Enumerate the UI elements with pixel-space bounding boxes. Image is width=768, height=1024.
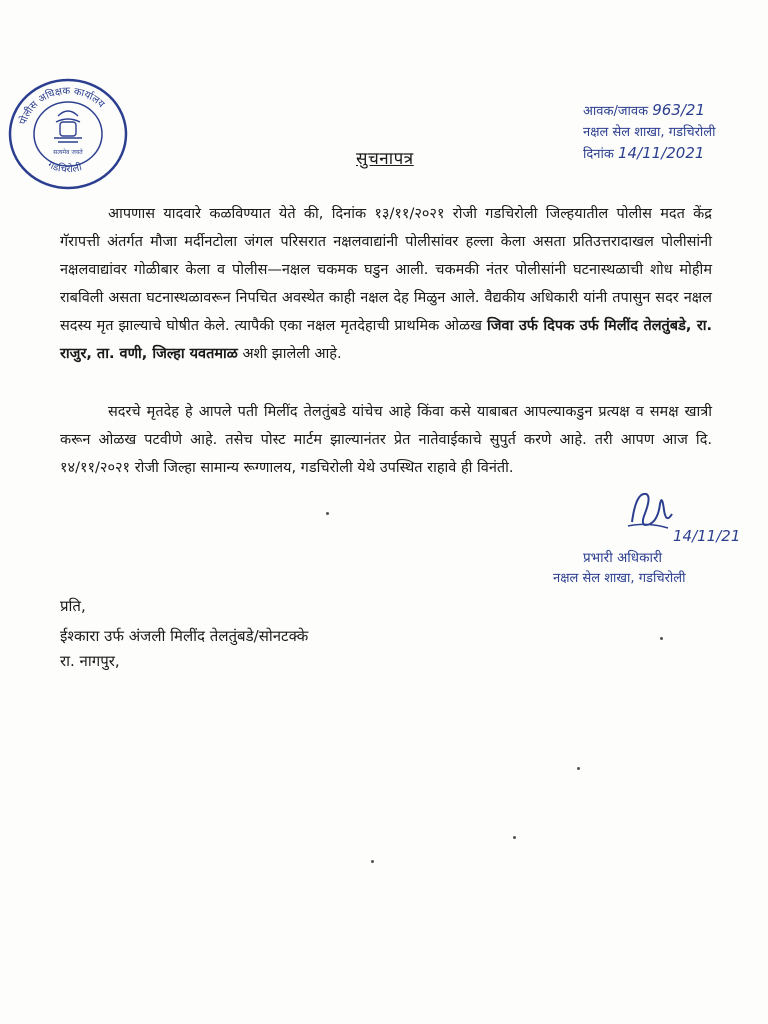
recipient-name: ईश्कारा उर्फ अंजली मिलींद तेलतुंबडे/सोनटक्के [60,627,309,645]
seal-inner-text: सत्यमेव जयते [53,149,83,156]
emblem-icon [54,111,82,142]
recipient-address: रा. नागपुर, [60,652,120,670]
paragraph1-text: आपणास यादवारे कळविण्यात येते की, दिनांक १३/११/२०२१ रोजी गडचिरोली जिल्हयातील पोलीस मदत केंद्र गॅरापत्ती अंतर्गत मौजा मर्दीनटोला जंगल परिसरात नक्षलवाद्यांनी पोलीसांवर हल्ला केला असता प्रतिउत्तरादाखल पोलीसांनी नक्षलवाद्यांवर गोळीबार केला व पोलीस—नक्षल चकमक घडुन आली. चकमकी नंतर पोलीसांनी घटनास्थळाची शोध मोहीम राबविली असता घटनास्थळावरून निपचित अवस्थेत काही नक्षल देह मिळुन आले. वैद्यकीय अधिकारी यांनी तपासुन सदर नक्षल सदस्य मृत झाल्याचे घोषीत केले. त्यापैकी एका नक्षल मृतदेहाची प्राथमिक ओळख [60,206,712,334]
inward-stamp [583,100,763,165]
svg-text:गडचिरोली [46,160,83,176]
paragraph-notice-body [60,200,712,368]
scan-speck [513,836,516,839]
stamp-branch: नक्षल सेल शाखा, गडचिरोली [583,125,716,140]
paragraph-request: सदरचे मृतदेह हे आपले पती मिलींद तेलतुंबडे यांचेच आहे किंवा कसे याबाबत आपल्याकडुन प्रत्यक्ष व समक्ष खात्री करून ओळख पटवीणे आहे. तसेच पोस्ट मार्टम झाल्यानंतर प्रेत नातेवाईकाचे सुपुर्त करणे आहे. तरी आपण आज दि. १४/११/२०२१ रोजी जिल्हा सामान्य रूग्णालय, गडचिरोली येथे उपस्थित राहावे ही विनंती. [60,404,712,476]
scan-speck [577,767,580,770]
officer-title: प्रभारी अधिकारी [583,550,662,566]
inward-label: आवक/जावक [583,104,649,119]
stamp-date-label: दिनांक [583,147,614,162]
signature-date: 14/11/21 [673,527,741,545]
to-label: प्रति, [60,597,86,615]
officer-branch: नक्षल सेल शाखा, गडचिरोली [553,571,686,586]
office-seal [4,72,132,196]
scan-speck [326,512,329,515]
stamp-date-value: 14/11/2021 [617,144,705,162]
scan-speck [660,637,663,640]
seal-bottom-text: गडचिरोली [45,159,83,176]
scan-speck [371,860,374,863]
document-title: सुचनापत्र [356,149,414,169]
paragraph1-identity: जिवा उर्फ दिपक उर्फ मिलींद तेलतुंबडे, रा. राजुर, ता. वणी, जिल्हा यवतमाळ [60,318,713,362]
paragraph1-tail: अशी झालेली आहे. [242,346,342,362]
inward-number: 963/21 [652,101,706,119]
seal-top-text: पोलीस अधिक्षक कार्यालय [17,85,107,127]
